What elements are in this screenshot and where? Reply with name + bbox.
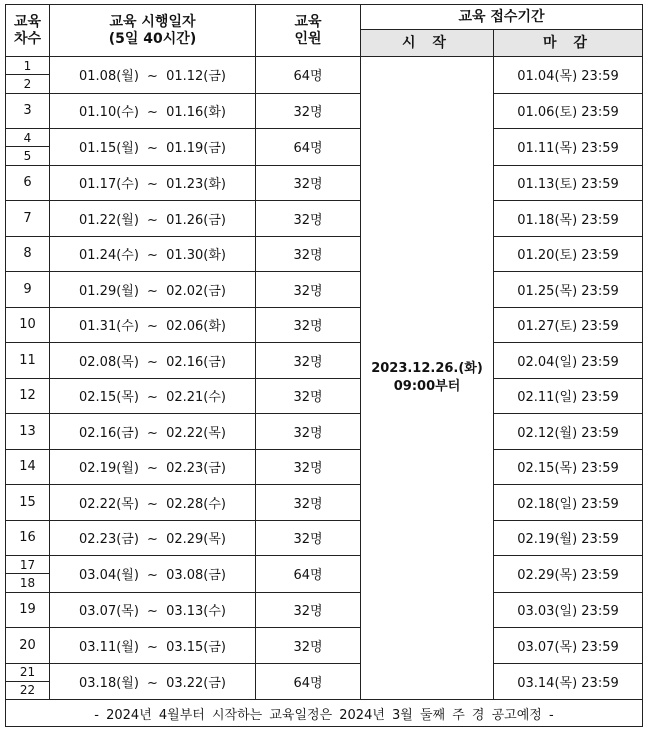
deadline-cell: 01.27(토) 23:59	[494, 307, 643, 343]
order-number: 21	[6, 664, 49, 682]
order-cell: 19	[6, 592, 50, 628]
people-cell: 64명	[256, 57, 361, 94]
dates-cell: 01.10(수) ~ 01.16(화)	[50, 93, 256, 129]
people-cell: 32명	[256, 414, 361, 450]
order-number: 1	[6, 57, 49, 75]
dates-cell: 01.15(월) ~ 01.19(금)	[50, 129, 256, 166]
deadline-cell: 03.14(목) 23:59	[494, 663, 643, 700]
table-row	[6, 378, 643, 414]
deadline-cell: 02.19(월) 23:59	[494, 520, 643, 556]
people-cell: 32명	[256, 236, 361, 272]
order-cell: 15	[6, 485, 50, 521]
table-row	[6, 201, 643, 237]
deadline-cell: 03.03(일) 23:59	[494, 592, 643, 628]
dates-cell: 02.19(월) ~ 02.23(금)	[50, 449, 256, 485]
header-people: 교육 인원	[256, 5, 361, 57]
footer-note: - 2024년 4월부터 시작하는 교육일정은 2024년 3월 둘째 주 경 공고예정 -	[6, 700, 643, 727]
table-row	[6, 165, 643, 201]
dates-cell: 03.11(월) ~ 03.15(금)	[50, 628, 256, 664]
start-date: 2023.12.26.(화)	[371, 361, 483, 376]
deadline-cell: 01.06(토) 23:59	[494, 93, 643, 129]
order-cell: 6	[6, 165, 50, 201]
schedule-table	[5, 4, 643, 727]
table-row	[6, 449, 643, 485]
deadline-cell: 02.11(일) 23:59	[494, 378, 643, 414]
header-period: 교육 시행일자 (5일 40시간)	[50, 5, 256, 57]
table-row	[6, 93, 643, 129]
table-row	[6, 343, 643, 379]
people-cell: 32명	[256, 378, 361, 414]
people-cell: 32명	[256, 165, 361, 201]
deadline-cell: 02.18(일) 23:59	[494, 485, 643, 521]
dates-cell: 02.23(금) ~ 02.29(목)	[50, 520, 256, 556]
start-time: 09:00부터	[393, 379, 461, 394]
people-cell: 32명	[256, 592, 361, 628]
order-number: 5	[23, 148, 32, 163]
order-cell	[6, 556, 50, 593]
deadline-cell: 02.29(목) 23:59	[494, 556, 643, 593]
order-cell	[6, 663, 50, 700]
people-cell: 32명	[256, 485, 361, 521]
dates-cell: 03.07(목) ~ 03.13(수)	[50, 592, 256, 628]
people-cell: 32명	[256, 201, 361, 237]
dates-cell: 01.22(월) ~ 01.26(금)	[50, 201, 256, 237]
people-cell: 64명	[256, 663, 361, 700]
dates-cell: 03.04(월) ~ 03.08(금)	[50, 556, 256, 593]
schedule-body	[6, 57, 643, 700]
order-cell: 9	[6, 272, 50, 308]
people-cell: 32명	[256, 307, 361, 343]
order-cell	[6, 129, 50, 166]
table-row	[6, 556, 643, 593]
deadline-cell: 01.11(목) 23:59	[494, 129, 643, 166]
people-cell: 32명	[256, 93, 361, 129]
dates-cell: 02.15(목) ~ 02.21(수)	[50, 378, 256, 414]
dates-cell: 02.22(목) ~ 02.28(수)	[50, 485, 256, 521]
order-number: 18	[19, 575, 36, 590]
start-cell	[361, 57, 494, 700]
order-number: 22	[19, 683, 36, 698]
table-row	[6, 57, 643, 94]
order-cell: 20	[6, 628, 50, 664]
table-row	[6, 307, 643, 343]
people-cell: 32명	[256, 520, 361, 556]
order-cell: 3	[6, 93, 50, 129]
people-cell: 32명	[256, 343, 361, 379]
dates-cell: 02.08(목) ~ 02.16(금)	[50, 343, 256, 379]
order-number: 17	[6, 556, 49, 574]
order-number: 4	[6, 129, 49, 147]
deadline-cell: 01.18(목) 23:59	[494, 201, 643, 237]
dates-cell: 01.08(월) ~ 01.12(금)	[50, 57, 256, 94]
deadline-cell: 01.13(토) 23:59	[494, 165, 643, 201]
dates-cell: 03.18(월) ~ 03.22(금)	[50, 663, 256, 700]
header-order: 교육 차수	[6, 5, 50, 57]
order-cell	[6, 57, 50, 94]
table-row	[6, 485, 643, 521]
order-cell: 16	[6, 520, 50, 556]
table-row	[6, 414, 643, 450]
table-row	[6, 129, 643, 166]
people-cell: 64명	[256, 556, 361, 593]
deadline-cell: 02.15(목) 23:59	[494, 449, 643, 485]
dates-cell: 01.24(수) ~ 01.30(화)	[50, 236, 256, 272]
order-cell: 7	[6, 201, 50, 237]
deadline-cell: 02.04(일) 23:59	[494, 343, 643, 379]
deadline-cell: 01.25(목) 23:59	[494, 272, 643, 308]
table-row	[6, 520, 643, 556]
table-row	[6, 592, 643, 628]
deadline-cell: 02.12(월) 23:59	[494, 414, 643, 450]
header-reception: 교육 접수기간	[361, 5, 643, 30]
order-cell: 11	[6, 343, 50, 379]
people-cell: 64명	[256, 129, 361, 166]
order-cell: 8	[6, 236, 50, 272]
dates-cell: 01.17(수) ~ 01.23(화)	[50, 165, 256, 201]
dates-cell: 01.29(월) ~ 02.02(금)	[50, 272, 256, 308]
header-start: 시 작	[361, 30, 494, 57]
deadline-cell: 03.07(목) 23:59	[494, 628, 643, 664]
table-row	[6, 272, 643, 308]
people-cell: 32명	[256, 628, 361, 664]
deadline-cell: 01.20(토) 23:59	[494, 236, 643, 272]
order-cell: 12	[6, 378, 50, 414]
header-end: 마 감	[494, 30, 643, 57]
table-row	[6, 663, 643, 700]
table-row	[6, 628, 643, 664]
table-row	[6, 236, 643, 272]
order-cell: 10	[6, 307, 50, 343]
order-cell: 14	[6, 449, 50, 485]
order-number: 2	[23, 76, 32, 91]
dates-cell: 01.31(수) ~ 02.06(화)	[50, 307, 256, 343]
dates-cell: 02.16(금) ~ 02.22(목)	[50, 414, 256, 450]
order-cell: 13	[6, 414, 50, 450]
people-cell: 32명	[256, 449, 361, 485]
deadline-cell: 01.04(목) 23:59	[494, 57, 643, 94]
people-cell: 32명	[256, 272, 361, 308]
